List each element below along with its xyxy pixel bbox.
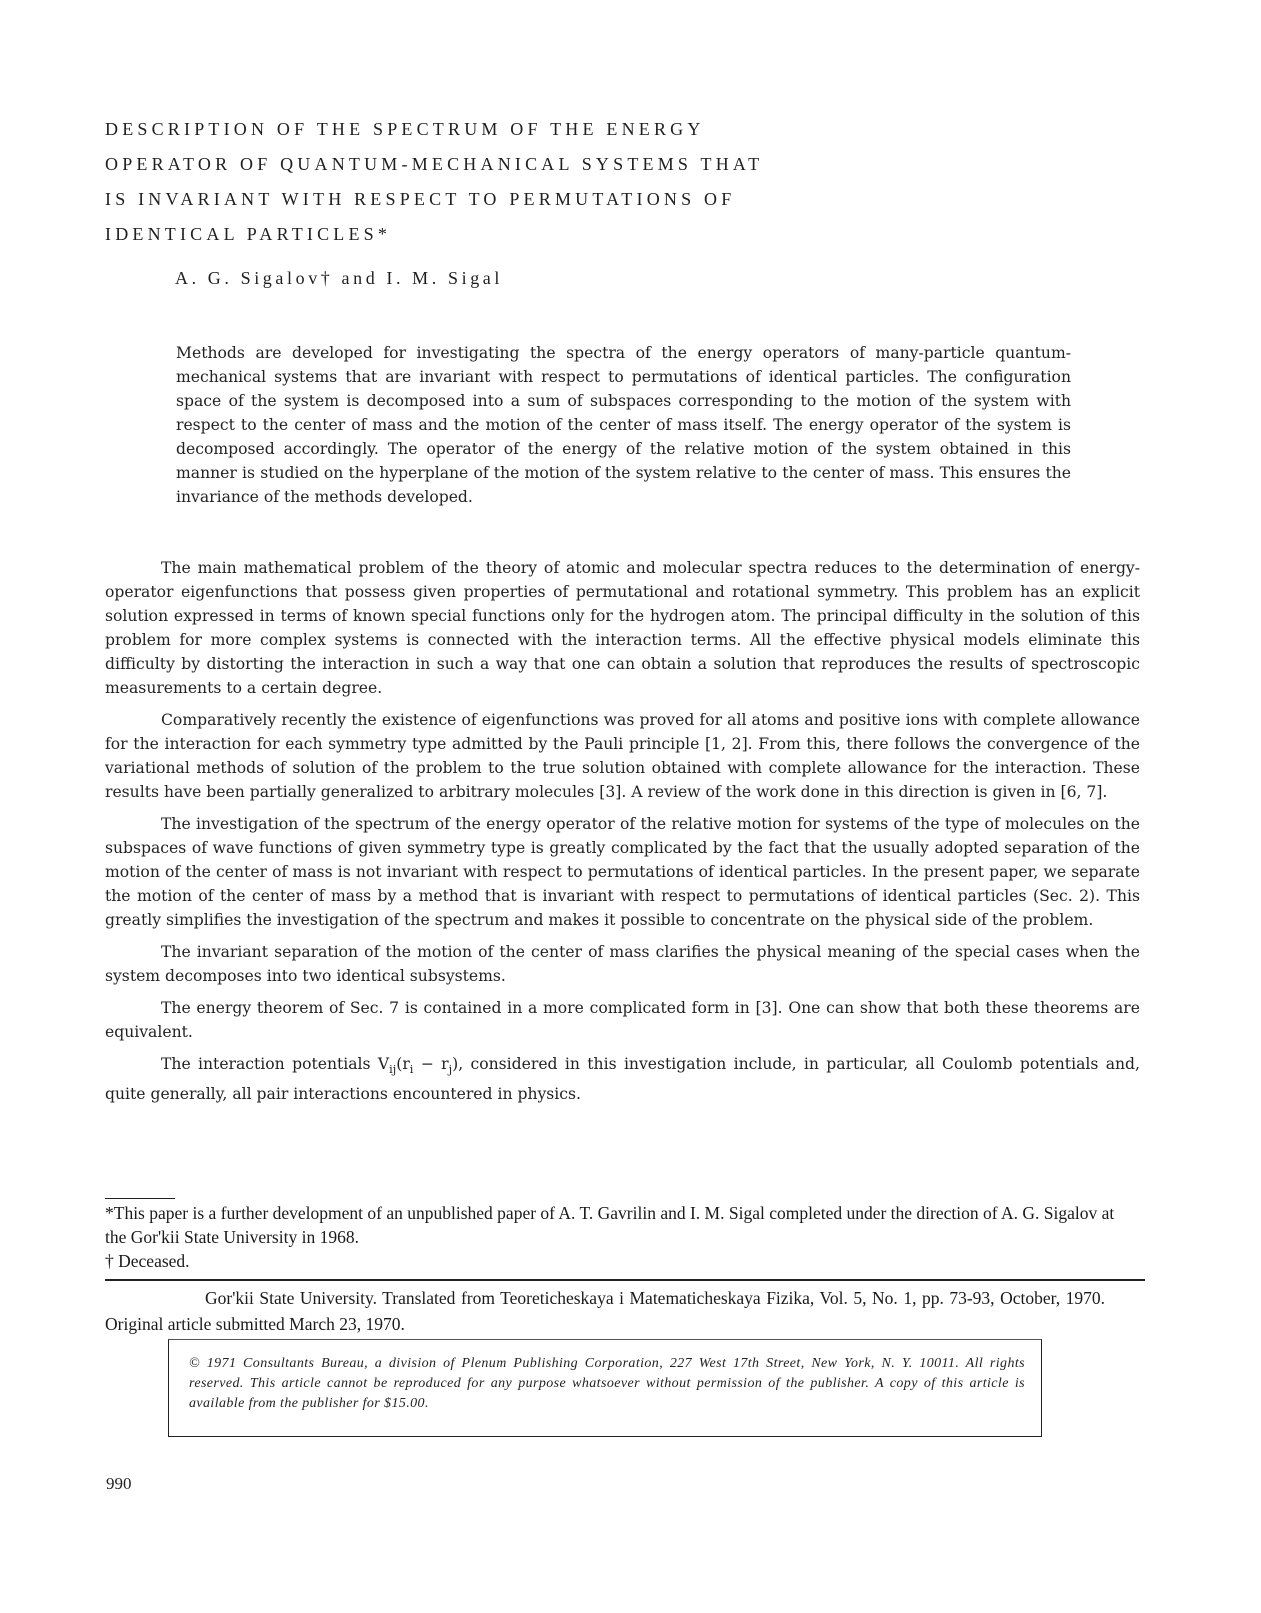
paragraph: The energy theorem of Sec. 7 is contained in a more complicated form in [3]. One can show that both these theorems are equivalent. xyxy=(105,999,1140,1041)
footnote: † Deceased. xyxy=(105,1251,190,1271)
text-run: ), considered in this investigation include, in particular, all Coulomb potentials and, quite generally, all pair interactions encountered in physics. xyxy=(105,1055,1140,1103)
body-text xyxy=(105,556,1140,1106)
text-run: − r xyxy=(413,1055,449,1073)
paper-title xyxy=(105,112,865,252)
title-line: IDENTICAL PARTICLES* xyxy=(105,224,392,244)
paragraph: The investigation of the spectrum of the energy operator of the relative motion for systems of the type of molecules on the subspaces of wave functions of given symmetry type is greatly complicated by the fact that the usually adopted separation of the motion of the center of mass is not invariant with respect to permutations of identical particles. In the present paper, we separate the motion of the center of mass by a method that is invariant with respect to permutations of identical particles (Sec. 2). This greatly simplifies the investigation of the spectrum and makes it possible to concentrate on the physical side of the problem. xyxy=(105,815,1140,929)
author-line: A. G. Sigalov† and I. M. Sigal xyxy=(175,268,503,288)
affiliation-note: Gor'kii State University. Translated from Teoreticheskaya i Matematicheskaya Fizika, Vol. 5, No. 1, pp. 73-93, October, 1970. Original article submitted March 23, 1970. xyxy=(105,1288,1105,1334)
footnote: *This paper is a further development of an unpublished paper of A. T. Gavrilin and I. M. Sigal completed under the direction of A. G. Sigalov at the Gor'kii State University in 1968. xyxy=(105,1203,1115,1247)
text-run: (r xyxy=(396,1055,410,1073)
subscript: ij xyxy=(389,1062,397,1076)
paragraph-potentials xyxy=(105,1052,1140,1106)
paragraph: The invariant separation of the motion of the center of mass clarifies the physical meaning of the special cases when the system decomposes into two identical subsystems. xyxy=(105,943,1140,985)
title-line: DESCRIPTION OF THE SPECTRUM OF THE ENERGY xyxy=(105,119,705,139)
subscript: j xyxy=(448,1062,453,1076)
footnote-divider xyxy=(105,1198,175,1199)
section-divider xyxy=(105,1279,1145,1281)
subscript: i xyxy=(409,1062,414,1076)
paragraph: The main mathematical problem of the theory of atomic and molecular spectra reduces to the determination of energy-operator eigenfunctions that possess given properties of permutational and rotational symmetry. This problem has an explicit solution expressed in terms of known special functions only for the hydrogen atom. The principal difficulty in the solution of this problem for more complex systems is connected with the interaction terms. All the effective physical models eliminate this difficulty by distorting the interaction in such a way that one can obtain a solution that reproduces the results of spectroscopic measurements to a certain degree. xyxy=(105,559,1140,697)
title-line: OPERATOR OF QUANTUM-MECHANICAL SYSTEMS THAT xyxy=(105,154,764,174)
footnotes xyxy=(105,1201,1115,1273)
paragraph: Comparatively recently the existence of eigenfunctions was proved for all atoms and positive ions with complete allowance for the interaction for each symmetry type admitted by the Pauli principle [1, 2]. From this, there follows the convergence of the variational methods of solution of the problem to the true solution obtained with complete allowance for the interaction. These results have been partially generalized to arbitrary molecules [3]. A review of the work done in this direction is given in [6, 7]. xyxy=(105,711,1140,801)
copyright-notice: © 1971 Consultants Bureau, a division of Plenum Publishing Corporation, 227 West 17th Street, New York, N. Y. 10011. All rights reserved. This article cannot be reproduced for any purpose whatsoever without permission of the publisher. A copy of this article is available from the publisher for $15.00. xyxy=(189,1356,1025,1411)
text-run: The interaction potentials V xyxy=(161,1055,390,1073)
page-number: 990 xyxy=(106,1474,132,1493)
title-line: IS INVARIANT WITH RESPECT TO PERMUTATIONS OF xyxy=(105,189,736,209)
abstract: Methods are developed for investigating the spectra of the energy operators of many-particle quantum-mechanical systems that are invariant with respect to permutations of identical particles. The configuration space of the system is decomposed into a sum of subspaces corresponding to the motion of the system with respect to the center of mass and the motion of the center of mass itself. The energy operator of the system is decomposed accordingly. The operator of the energy of the relative motion of the system obtained in this manner is studied on the hyperplane of the motion of the system relative to the center of mass. This ensures the invariance of the methods developed. xyxy=(176,344,1071,506)
copyright-box xyxy=(168,1339,1042,1437)
